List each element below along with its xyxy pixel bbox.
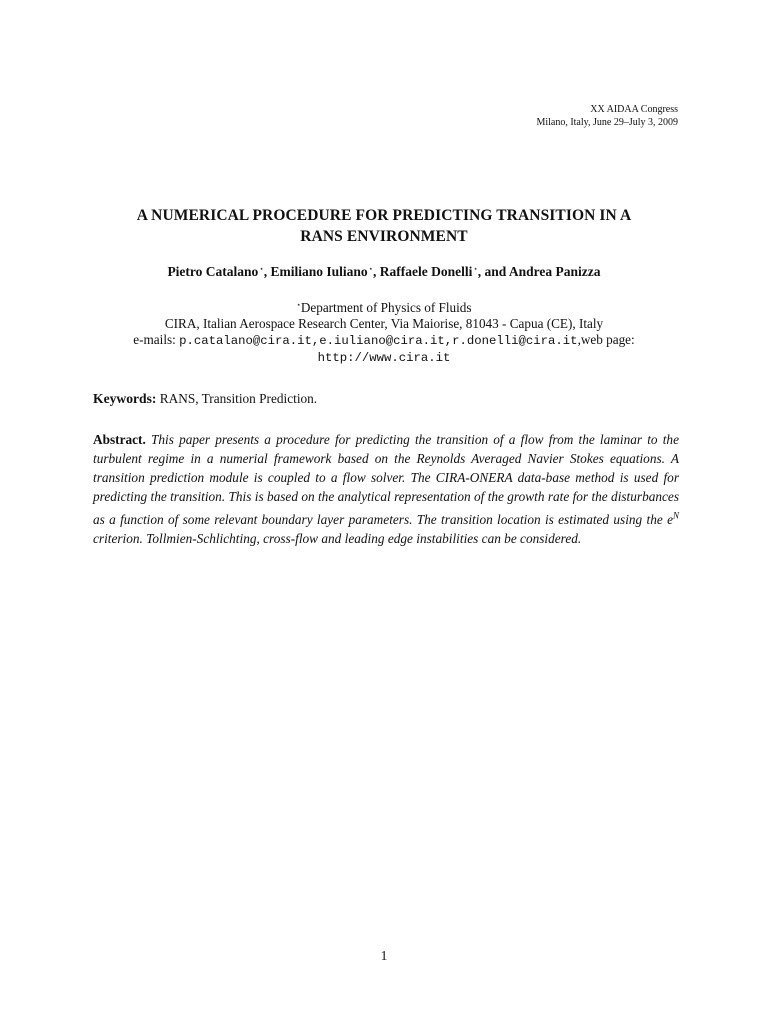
math-n-exponent: N (672, 510, 679, 521)
author-name: Pietro Catalano (167, 264, 259, 279)
author-separator: , and (477, 264, 509, 279)
author-mark: ⋆ (368, 265, 374, 273)
author-list (0, 264, 768, 280)
abstract-text-part-1: This paper presents a procedure for predicting the transition of a flow from the laminar to the turbulent regime in a numerial framework based on the Reynolds Averaged Navier Stokes equations. A transition prediction module is coupled to a flow solver. The CIRA-ONERA data-base method is used for predicting the transition. This is based on the analytical representation of the growth rate for the disturbances as a function of some relevant boundary layer parameters. The transition location is estimated using the (93, 432, 679, 528)
abstract-text (93, 432, 679, 546)
title-line-2: RANS ENVIRONMENT (300, 228, 468, 245)
institution-line: CIRA, Italian Aerospace Research Center, Via Maiorise, 81043 - Capua (CE), Italy (164, 316, 604, 331)
abstract-text-part-2: criterion. Tollmien-Schlichting, cross-flow and leading edge instabilities can be considered. (93, 530, 582, 546)
title-line-1: A NUMERICAL PROCEDURE FOR PREDICTING TRANSITION IN A (136, 207, 632, 224)
author-name: Raffaele Donelli (379, 264, 473, 279)
author-mark: ⋆ (473, 265, 478, 273)
keywords-section (93, 391, 317, 407)
author-mark: ⋆ (259, 265, 264, 273)
webpage-link[interactable]: http://www.cira.it (317, 351, 451, 365)
math-e-base: e (667, 512, 673, 528)
conference-name: XX AIDAA Congress (590, 104, 678, 115)
paper-title (0, 205, 768, 247)
email-addresses[interactable]: p.catalano@cira.it,e.iuliano@cira.it,r.donelli@cira.it (179, 334, 578, 348)
department-line (0, 297, 768, 316)
conference-header (536, 103, 678, 129)
webpage-line (0, 349, 768, 366)
author-separator: , (373, 264, 380, 279)
emails-label: e-mails: (133, 332, 180, 347)
author-name: Emiliano Iuliano (270, 264, 368, 279)
page-number: 1 (380, 948, 388, 963)
contact-line (0, 332, 768, 349)
abstract-section (93, 431, 679, 549)
department-name: Department of Physics of Fluids (300, 300, 472, 315)
affiliation-block (0, 297, 768, 366)
abstract-label: Abstract. (93, 432, 146, 447)
author-separator: , (263, 264, 271, 279)
keywords-text: RANS, Transition Prediction. (156, 391, 318, 406)
affiliation-mark: ⋆ (296, 301, 301, 309)
webpage-label: ,web page: (577, 332, 635, 347)
author-name: Andrea Panizza (508, 264, 601, 279)
keywords-label: Keywords: (93, 391, 157, 406)
conference-location-date: Milano, Italy, June 29–July 3, 2009 (536, 117, 678, 128)
